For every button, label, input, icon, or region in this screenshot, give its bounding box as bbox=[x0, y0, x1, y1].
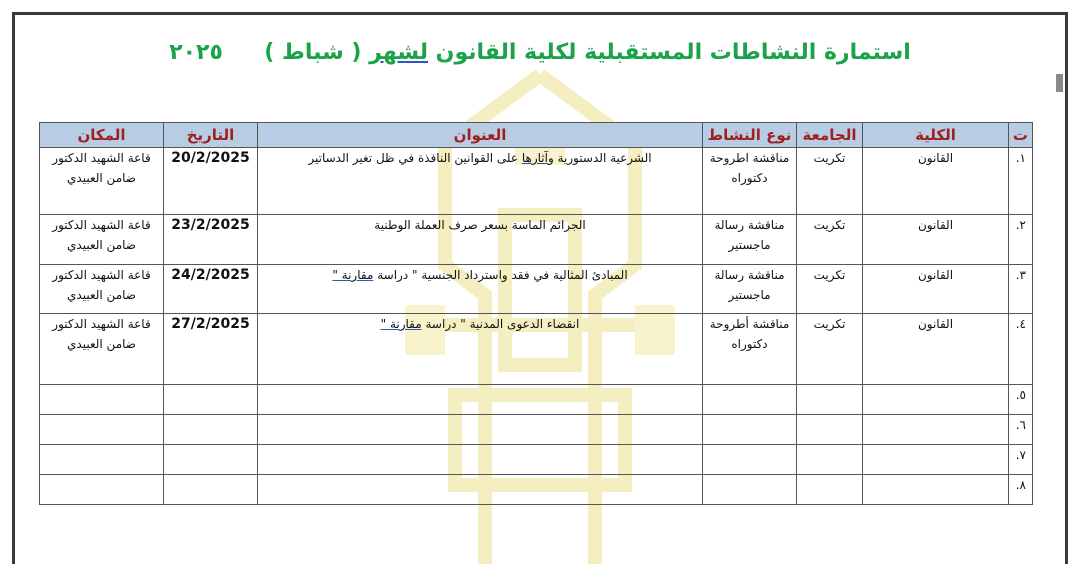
header-college: الكلية bbox=[863, 123, 1009, 148]
row-date: 23/2/2025 bbox=[164, 215, 258, 265]
header-university: الجامعة bbox=[797, 123, 863, 148]
title-month-prefix: لشهر bbox=[369, 40, 428, 65]
row-university: تكريت bbox=[797, 314, 863, 385]
row-college: القانون bbox=[863, 265, 1009, 314]
header-num: ت bbox=[1009, 123, 1033, 148]
empty-table-row bbox=[40, 475, 1033, 505]
header-activity: نوع النشاط bbox=[703, 123, 797, 148]
row-num: ٤. bbox=[1009, 314, 1033, 385]
window-frame-left bbox=[12, 12, 15, 564]
row-num: ٥. bbox=[1009, 385, 1033, 415]
row-university: تكريت bbox=[797, 215, 863, 265]
row-num: ٧. bbox=[1009, 445, 1033, 475]
title-year: ٢٠٢٥ bbox=[169, 40, 223, 65]
window-frame-right bbox=[1065, 12, 1068, 564]
row-date: 20/2/2025 bbox=[164, 148, 258, 215]
scrollbar-thumb[interactable] bbox=[1056, 74, 1063, 92]
row-activity: مناقشة أطروحة دكتوراه bbox=[703, 314, 797, 385]
empty-table-row bbox=[40, 385, 1033, 415]
title-month: شباط bbox=[282, 40, 344, 65]
window-frame-top bbox=[12, 12, 1068, 15]
row-college: القانون bbox=[863, 148, 1009, 215]
row-activity: مناقشة اطروحة دكتوراه bbox=[703, 148, 797, 215]
row-place: قاعة الشهيد الدكتور ضامن العبيدي bbox=[40, 265, 164, 314]
row-place: قاعة الشهيد الدكتور ضامن العبيدي bbox=[40, 314, 164, 385]
title-main: استمارة النشاطات المستقبلية لكلية القانون bbox=[435, 40, 911, 65]
row-activity: مناقشة رسالة ماجستير bbox=[703, 215, 797, 265]
table-row bbox=[40, 265, 1033, 314]
row-date: 24/2/2025 bbox=[164, 265, 258, 314]
row-num: ٦. bbox=[1009, 415, 1033, 445]
empty-table-row bbox=[40, 445, 1033, 475]
row-college: القانون bbox=[863, 314, 1009, 385]
row-num: ٢. bbox=[1009, 215, 1033, 265]
row-activity: مناقشة رسالة ماجستير bbox=[703, 265, 797, 314]
header-title: العنوان bbox=[258, 123, 703, 148]
table-row bbox=[40, 314, 1033, 385]
row-num: ٣. bbox=[1009, 265, 1033, 314]
header-date: التاريخ bbox=[164, 123, 258, 148]
title-close-paren: ) bbox=[264, 40, 275, 65]
table-header-row bbox=[40, 123, 1033, 148]
row-title: الشرعية الدستورية وآثارها على القوانين النافذة في ظل تغير الدساتير bbox=[258, 148, 703, 215]
empty-table-row bbox=[40, 415, 1033, 445]
table-row bbox=[40, 148, 1033, 215]
row-title: المبادئ المثالية في فقد واسترداد الجنسية " دراسة مقارنة " bbox=[258, 265, 703, 314]
row-university: تكريت bbox=[797, 265, 863, 314]
header-place: المكان bbox=[40, 123, 164, 148]
row-num: ١. bbox=[1009, 148, 1033, 215]
page-title bbox=[160, 40, 920, 65]
table-row bbox=[40, 215, 1033, 265]
row-num: ٨. bbox=[1009, 475, 1033, 505]
activities-table bbox=[39, 122, 1033, 505]
row-college: القانون bbox=[863, 215, 1009, 265]
title-open-paren: ( bbox=[351, 40, 362, 65]
row-title: انقضاء الدعوى المدنية " دراسة مقارنة " bbox=[258, 314, 703, 385]
row-title: الجرائم الماسة بسعر صرف العملة الوطنية bbox=[258, 215, 703, 265]
row-date: 27/2/2025 bbox=[164, 314, 258, 385]
row-university: تكريت bbox=[797, 148, 863, 215]
row-place: قاعة الشهيد الدكتور ضامن العبيدي bbox=[40, 215, 164, 265]
row-place: قاعة الشهيد الدكتور ضامن العبيدي bbox=[40, 148, 164, 215]
